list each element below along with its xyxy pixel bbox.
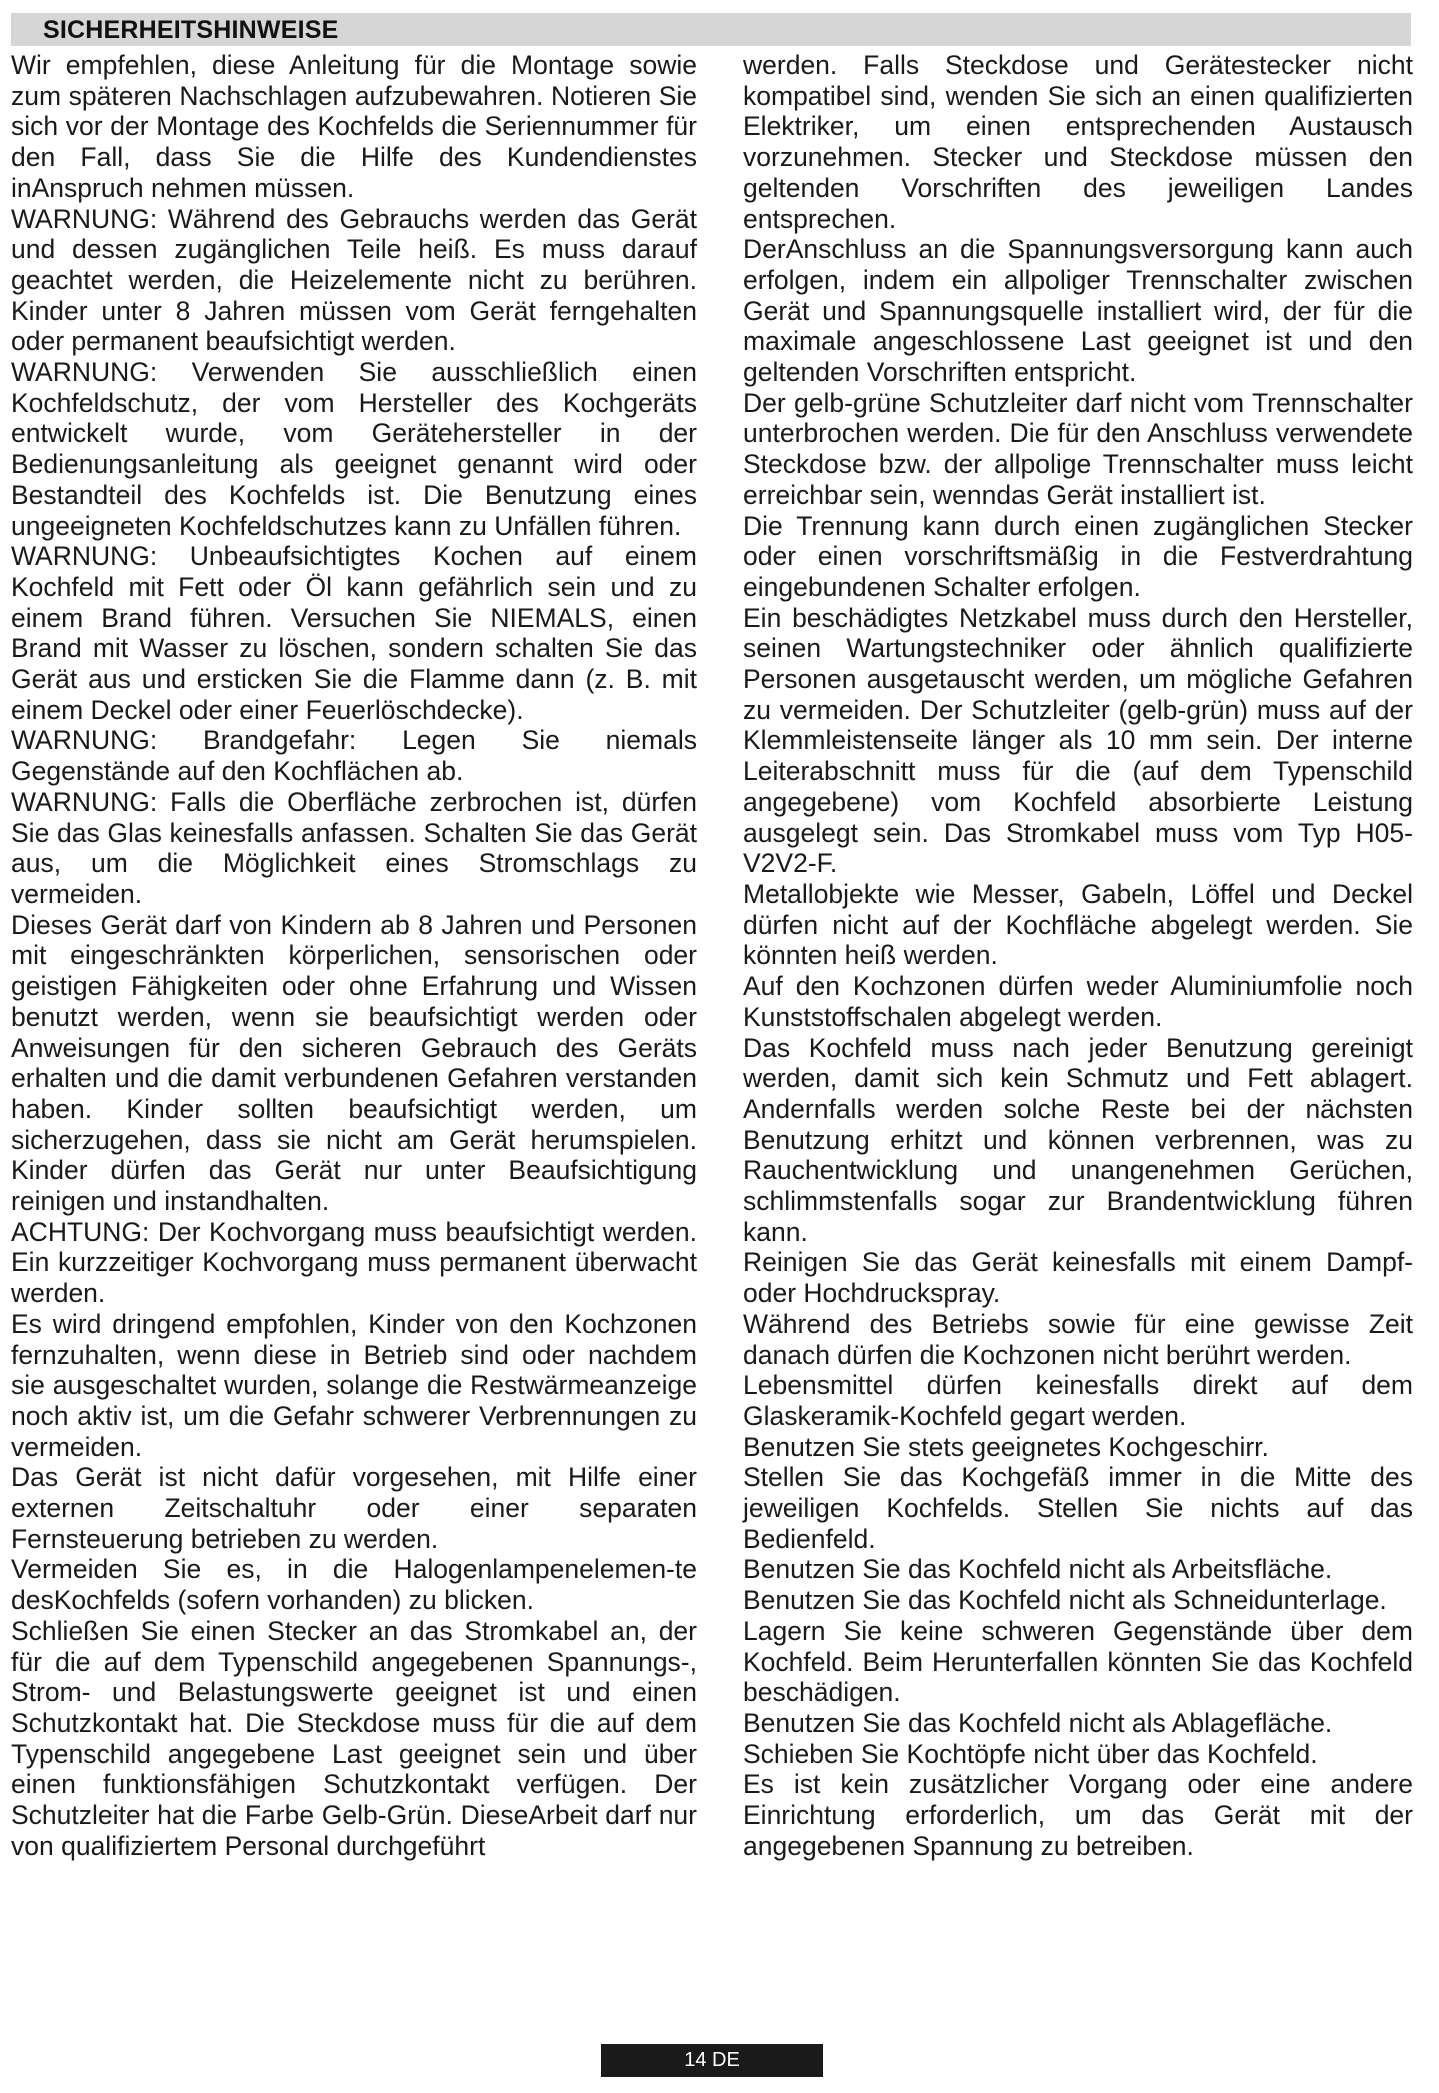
paragraph: Lebensmittel dürfen keinesfalls direkt auf dem Glaskeramik-Kochfeld gegart werden. [743,1370,1413,1431]
paragraph: Benutzen Sie das Kochfeld nicht als Arbeitsfläche. [743,1554,1333,1585]
paragraph: Reinigen Sie das Gerät keinesfalls mit einem Dampf- oder Hochdruckspray. [743,1247,1413,1309]
left-text-column [11,50,697,1861]
page-number: 14 DE [601,2044,823,2077]
section-title: SICHERHEITSHINWEISE [43,16,339,44]
paragraph: Es wird dringend empfohlen, Kinder von den Kochzonen fernzuhalten, wenn diese in Betrieb sind oder nachdem sie ausgeschaltet wurden, solange die Restwärmeanzeige noch aktiv ist, um die Gefahr schwerer Verbrennungen zu vermeiden. [11,1308,697,1462]
paragraph: Wir empfehlen, diese Anleitung für die Montage sowie zum späteren Nachschlagen aufzubewahren. Notieren Sie sich vor der Montage des Kochfelds die Seriennummer für den Fall, dass Sie die Hilfe des Kundendienstes inAnspruch nehmen müssen. [11,50,697,203]
paragraph: Während des Betriebs sowie für eine gewisse Zeit danach dürfen die Kochzonen nicht berührt werden. [743,1308,1413,1370]
paragraph: Benutzen Sie das Kochfeld nicht als Ablagefläche. [743,1707,1333,1738]
paragraph: WARNUNG: Unbeaufsichtigtes Kochen auf einem Kochfeld mit Fett oder Öl kann gefährlich sein und zu einem Brand führen. Versuchen Sie NIEMALS, einen Brand mit Wasser zu löschen, sondern schalten Sie das Gerät aus und ersticken Sie die Flamme dann (z. B. mit einem Deckel oder einer Feuerlöschdecke). [11,541,697,725]
paragraph: WARNUNG: Während des Gebrauchs werden das Gerät und dessen zugänglichen Teile heiß. Es muss darauf geachtet werden, die Heizelemente nicht zu berühren. Kinder unter 8 Jahren müssen vom Gerät ferngehalten oder permanent beaufsichtigt werden. [11,203,697,357]
paragraph: ACHTUNG: Der Kochvorgang muss beaufsichtigt werden. Ein kurzzeitiger Kochvorgang muss permanent überwacht werden. [11,1216,697,1309]
paragraph: Schieben Sie Kochtöpfe nicht über das Kochfeld. [743,1738,1318,1769]
paragraph: Metallobjekte wie Messer, Gabeln, Löffel und Deckel dürfen nicht auf der Kochfläche abgelegt werden. Sie könnten heiß werden. [743,878,1413,971]
paragraph: Das Gerät ist nicht dafür vorgesehen, mit Hilfe einer externen Zeitschaltuhr oder einer separaten Fernsteuerung betrieben zu werden. [11,1462,697,1554]
paragraph: Auf den Kochzonen dürfen weder Aluminiumfolie noch Kunststoffschalen abgelegt werden. [743,971,1413,1032]
paragraph: Dieses Gerät darf von Kindern ab 8 Jahren und Personen mit eingeschränkten körperlichen, sensorischen oder geistigen Fähigkeiten oder ohne Erfahrung und Wissen benutzt werden, wenn sie beaufsichtigt werden oder Anweisungen für den sicheren Gebrauch des Geräts erhalten und die damit verbundenen Gefahren verstanden haben. Kinder sollten beaufsichtigt werden, um sicherzugehen, dass sie nicht am Gerät herumspielen. Kinder dürfen das Gerät nur unter Beaufsichtigung reinigen und instandhalten. [11,909,697,1217]
paragraph: Benutzen Sie stets geeignetes Kochgeschirr. [743,1431,1269,1462]
paragraph: WARNUNG: Falls die Oberfläche zerbrochen ist, dürfen Sie das Glas keinesfalls anfassen. Schalten Sie das Gerät aus, um die Möglichkeit eines Stromschlags zu vermeiden. [11,786,697,909]
paragraph: DerAnschluss an die Spannungsversorgung kann auch erfolgen, indem ein allpoliger Trennschalter zwischen Gerät und Spannungsquelle installiert wird, der für die maximale angeschlossene Last geeignet ist und den geltenden Vorschriften entspricht. [743,234,1413,388]
paragraph: Es ist kein zusätzlicher Vorgang oder eine andere Einrichtung erforderlich, um das Gerät mit der angegebenen Spannung zu betreiben. [743,1769,1413,1861]
paragraph: Ein beschädigtes Netzkabel muss durch den Hersteller, seinen Wartungstechniker oder ähnlich qualifizierte Personen ausgetauscht werden, um mögliche Gefahren zu vermeiden. Der Schutzleiter (gelb-grün) muss auf der Klemmleistenseite länger als 10 mm sein. Der interne Leiterabschnitt muss für die (auf dem Typenschild angegebene) vom Kochfeld absorbierte Leistung ausgelegt sein. Das Stromkabel muss vom Typ H05-V2V2-F. [743,602,1413,879]
paragraph: Schließen Sie einen Stecker an das Stromkabel an, der für die auf dem Typenschild angegebenen Spannungs-, Strom- und Belastungswerte geeignet ist und einen Schutzkontakt hat. Die Steckdose muss für die auf dem Typenschild angegebene Last geeignet sein und über einen funktionsfähigen Schutzkontakt verfügen. Der Schutzleiter hat die Farbe Gelb-Grün. DieseArbeit darf nur von qualifiziertem Personal durchgeführt [11,1615,697,1861]
paragraph: WARNUNG: Verwenden Sie ausschließlich einen Kochfeldschutz, der vom Hersteller des Kochgeräts entwickelt wurde, vom Gerätehersteller in der Bedienungsanleitung als geeignet genannt wird oder Bestandteil des Kochfelds ist. Die Benutzung eines ungeeigneten Kochfeldschutzes kann zu Unfällen führen. [11,357,697,541]
paragraph: Lagern Sie keine schweren Gegenstände über dem Kochfeld. Beim Herunterfallen könnten Sie das Kochfeld beschädigen. [743,1615,1413,1708]
section-header-bar [11,13,1411,46]
paragraph: Der gelb-grüne Schutzleiter darf nicht vom Trennschalter unterbrochen werden. Die für den Anschluss verwendete Steckdose bzw. der allpolige Trennschalter muss leicht erreichbar sein, wenndas Gerät installiert ist. [743,387,1413,510]
paragraph: WARNUNG: Brandgefahr: Legen Sie niemals Gegenstände auf den Kochflächen ab. [11,725,697,787]
paragraph: Stellen Sie das Kochgefäß immer in die Mitte des jeweiligen Kochfelds. Stellen Sie nichts auf das Bedienfeld. [743,1462,1413,1554]
paragraph: Das Kochfeld muss nach jeder Benutzung gereinigt werden, damit sich kein Schmutz und Fett ablagert. Andernfalls werden solche Reste bei der nächsten Benutzung erhitzt und können verbrennen, was zu Rauchentwicklung und unangenehmen Gerüchen, schlimmstenfalls sogar zur Brandentwicklung führen kann. [743,1032,1413,1247]
paragraph: Benutzen Sie das Kochfeld nicht als Schneidunterlage. [743,1585,1387,1616]
paragraph: Die Trennung kann durch einen zugänglichen Stecker oder einen vorschriftsmäßig in die Festverdrahtung eingebundenen Schalter erfolgen. [743,510,1413,602]
paragraph: werden. Falls Steckdose und Gerätestecker nicht kompatibel sind, wenden Sie sich an einen qualifizierten Elektriker, um einen entsprechenden Austausch vorzunehmen. Stecker und Steckdose müssen den geltenden Vorschriften des jeweiligen Landes entsprechen. [743,50,1413,234]
right-text-column [743,50,1413,1861]
paragraph: Vermeiden Sie es, in die Halogenlampenelemen-te desKochfelds (sofern vorhanden) zu blicken. [11,1554,697,1616]
